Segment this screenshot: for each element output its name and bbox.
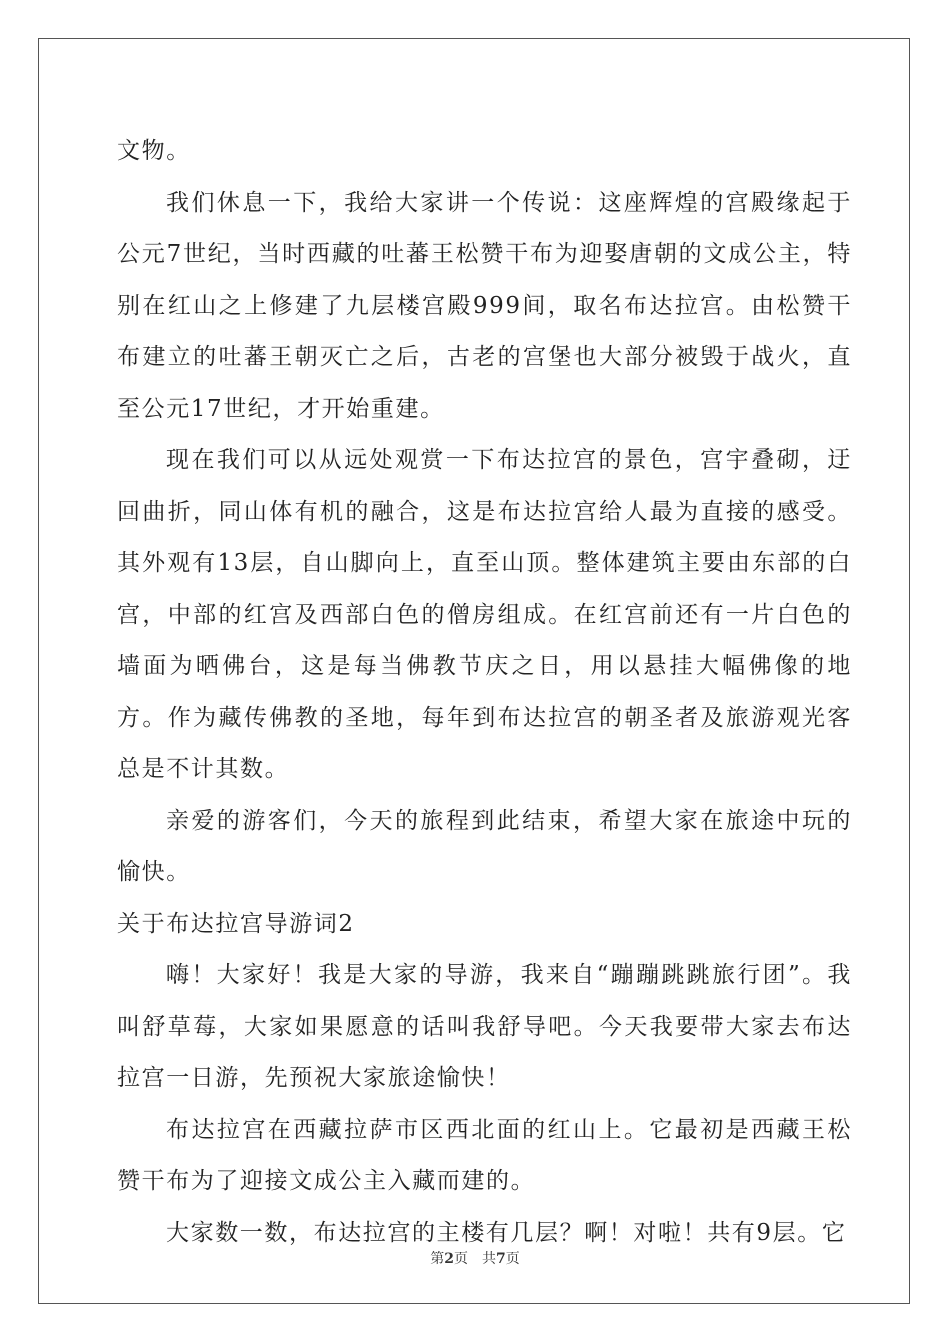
- paragraph: 嗨！大家好！我是大家的导游，我来自“蹦蹦跳跳旅行团”。我叫舒草莓，大家如果愿意的话叫我舒导吧。今天我要带大家去布达拉宫一日游，先预祝大家旅途愉快！: [117, 962, 852, 1091]
- paragraph: 我们休息一下，我给大家讲一个传说：这座辉煌的宫殿缘起于公元7世纪，当时西藏的吐蕃王松赞干布为迎娶唐朝的文成公主，特别在红山之上修建了九层楼宫殿999间，取名布达拉宫。由松赞干布建立的吐蕃王朝灭亡之后，古老的宫堡也大部分被毁于战火，直至公元17世纪，才开始重建。: [117, 189, 852, 422]
- paragraph: 现在我们可以从远处观赏一下布达拉宫的景色，宫宇叠砌，迂回曲折，同山体有机的融合，这是布达拉宫给人最为直接的感受。其外观有13层，自山脚向上，直至山顶。整体建筑主要由东部的白宫，中部的红宫及西部白色的僧房组成。在红宫前还有一片白色的墙面为晒佛台，这是每当佛教节庆之日，用以悬挂大幅佛像的地方。作为藏传佛教的圣地，每年到布达拉宫的朝圣者及旅游观光客总是不计其数。: [117, 447, 852, 782]
- total-pages: 7: [496, 1251, 506, 1267]
- paragraph: 文物。: [117, 138, 191, 164]
- paragraph: 亲爱的游客们，今天的旅程到此结束，希望大家在旅途中玩的愉快。: [117, 807, 852, 885]
- page-number: 2: [444, 1251, 454, 1267]
- section-heading: 关于布达拉宫导游词2: [117, 910, 355, 937]
- page-footer: [0, 1248, 950, 1268]
- page-suffix: 页: [454, 1251, 468, 1267]
- document-body: [117, 126, 852, 1259]
- total-prefix: 共: [482, 1251, 496, 1267]
- page-prefix: 第: [430, 1251, 445, 1267]
- total-suffix: 页: [505, 1251, 520, 1267]
- paragraph: 大家数一数，布达拉宫的主楼有几层？啊！对啦！共有9层。它: [166, 1219, 847, 1246]
- paragraph: 布达拉宫在西藏拉萨市区西北面的红山上。它最初是西藏王松赞干布为了迎接文成公主入藏而建的。: [117, 1116, 852, 1194]
